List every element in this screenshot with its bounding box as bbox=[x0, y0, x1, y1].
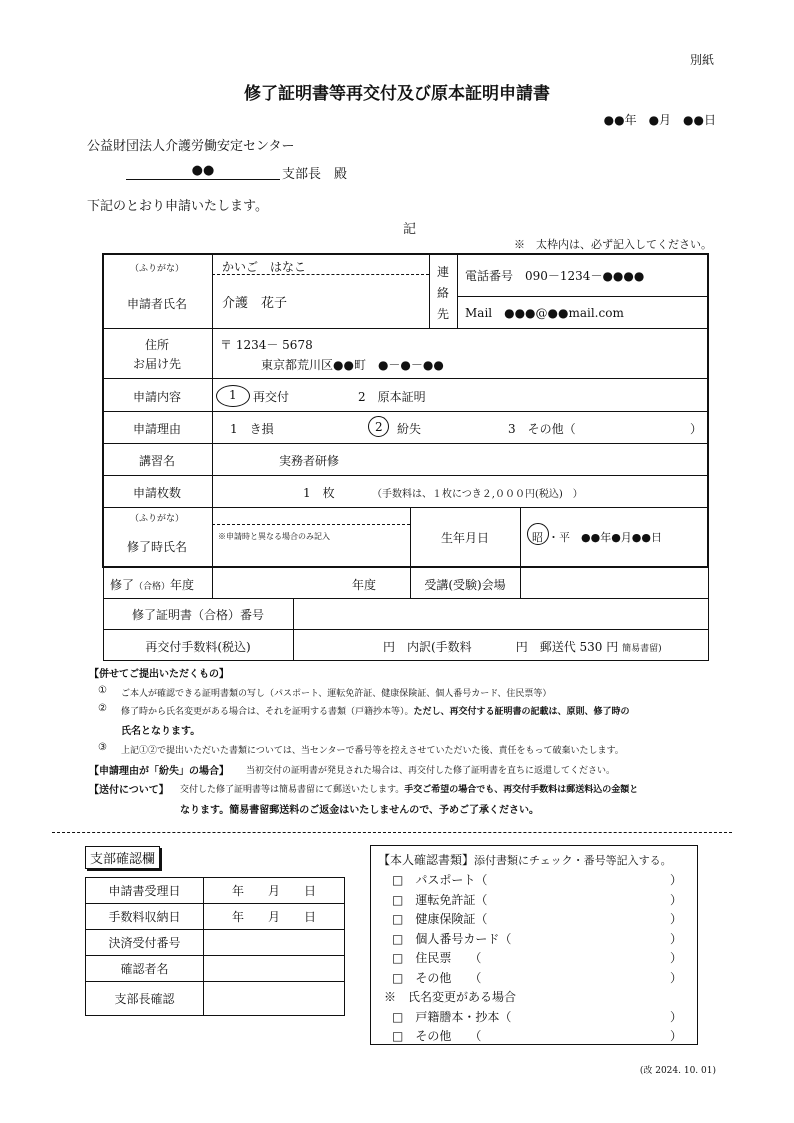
old-name-input[interactable] bbox=[214, 544, 408, 566]
table-cell-label: 手数料収納日 bbox=[86, 904, 204, 930]
payment-number-input[interactable] bbox=[204, 930, 345, 956]
note-4: 当初交付の証明書が発見された場合は、再交付した修了証明書を直ちに返還してください。 bbox=[246, 766, 616, 776]
cert-number-input[interactable] bbox=[296, 602, 706, 626]
checkbox[interactable]: □ bbox=[392, 892, 404, 907]
revision-note: (改 2024. 10. 01) bbox=[639, 1066, 716, 1076]
old-name-label: 修了時氏名 bbox=[126, 540, 187, 554]
address-label-1: 住所 bbox=[144, 338, 169, 352]
old-name-note: ※申請時と異なる場合のみ記入 bbox=[218, 532, 330, 541]
request-option-2[interactable]: 2 原本証明 bbox=[358, 390, 426, 404]
note-5: 交付した修了証明書等は簡易書留にて郵送いたします。手交ご希望の場合でも、再交付手数料は郵送料込の金額と bbox=[180, 785, 639, 795]
birth-date-input[interactable]: ・平 ●●年●月●●日 bbox=[548, 531, 662, 544]
venue-input[interactable] bbox=[523, 572, 706, 594]
address-input[interactable]: 東京都荒川区●●町 ●－●－●● bbox=[261, 358, 444, 372]
course-input[interactable]: 実務者研修 bbox=[279, 454, 340, 468]
old-furigana-input[interactable] bbox=[214, 509, 408, 523]
reason-option-2-number[interactable]: 2 bbox=[375, 420, 383, 434]
checkbox[interactable]: □ bbox=[392, 1009, 404, 1024]
reason-label: 申請理由 bbox=[132, 422, 181, 436]
table-row bbox=[86, 982, 345, 1016]
postal-code-input[interactable]: 〒 1234－ 5678 bbox=[220, 338, 313, 352]
grad-year-input[interactable] bbox=[214, 572, 334, 594]
applicant-name-input[interactable]: 介護 花子 bbox=[222, 296, 288, 311]
note-1: ご本人が確認できる証明書類の写し（パスポート、運転免許証、健康保険証、個人番号カード、住民票等） bbox=[121, 689, 552, 699]
id-item-health-insurance[interactable]: □ 健康保険証（ ） bbox=[392, 912, 683, 926]
request-option-1-label[interactable]: 再交付 bbox=[253, 390, 290, 404]
name-change-heading: ※ 氏名変更がある場合 bbox=[384, 990, 517, 1004]
furigana-input[interactable]: かいご はなこ bbox=[222, 260, 307, 274]
table-cell-label: 確認者名 bbox=[86, 956, 204, 982]
application-date[interactable]: ●●年 ●月 ●●日 bbox=[603, 113, 716, 127]
birth-era-showa[interactable]: 昭 bbox=[532, 531, 543, 544]
branch-confirm-table bbox=[85, 877, 345, 1016]
checkbox[interactable]: □ bbox=[392, 970, 404, 985]
table-row bbox=[86, 878, 345, 904]
phone-input[interactable]: 電話番号 090－1234－●●●● bbox=[465, 269, 645, 283]
venue-label: 受講(受験)会場 bbox=[424, 578, 506, 592]
required-note: ※ 太枠内は、必ず記入してください。 bbox=[514, 238, 712, 251]
mail-input[interactable]: Mail ●●●@●●mail.com bbox=[465, 306, 624, 320]
table-row bbox=[86, 904, 345, 930]
birth-label: 生年月日 bbox=[440, 531, 489, 545]
fee-breakdown: 円 内訳(手数料 円 郵送代 530 円 簡易書留) bbox=[383, 640, 662, 654]
branch-name-field[interactable]: ●● bbox=[126, 163, 280, 180]
furigana-label: （ふりがな） bbox=[129, 264, 184, 274]
checkbox[interactable]: □ bbox=[392, 873, 404, 887]
grad-year-label: 修了（合格）年度 bbox=[110, 578, 195, 592]
identity-docs-header: 【本人確認書類】添付書類にチェック・番号等記入する。 bbox=[378, 853, 672, 867]
addressee-org: 公益財団法人介護労働安定センター bbox=[87, 139, 295, 154]
applicant-name-label: 申請者氏名 bbox=[126, 297, 187, 311]
checkbox[interactable]: □ bbox=[392, 951, 404, 965]
grad-year-suffix: 年度 bbox=[352, 578, 377, 592]
receipt-date-input[interactable]: 年 月 日 bbox=[204, 878, 345, 904]
identity-docs-list bbox=[384, 871, 683, 1047]
table-cell-label: 決済受付番号 bbox=[86, 930, 204, 956]
address-label-2: お届け先 bbox=[132, 357, 181, 371]
table-row bbox=[86, 956, 345, 982]
checkbox[interactable]: □ bbox=[392, 1029, 404, 1043]
count-label: 申請枚数 bbox=[132, 486, 181, 500]
request-label: 申請内容 bbox=[132, 390, 181, 404]
checkbox[interactable]: □ bbox=[392, 931, 404, 946]
notes-heading-1: 【併せてご提出いただくもの】 bbox=[89, 669, 229, 680]
ki-label: 記 bbox=[403, 222, 417, 237]
id-item-drivers-license[interactable]: □ 運転免許証（ ） bbox=[392, 892, 683, 907]
count-input[interactable]: 1 枚 bbox=[303, 486, 335, 500]
request-option-1-number[interactable]: 1 bbox=[229, 388, 237, 402]
note-1-num: ① bbox=[98, 685, 107, 696]
fee-received-date-input[interactable]: 年 月 日 bbox=[204, 904, 345, 930]
reason-option-3[interactable]: 3 その他（ bbox=[508, 422, 576, 436]
reason-option-2-label[interactable]: 紛失 bbox=[397, 422, 422, 436]
branch-confirm-title: 支部確認欄 bbox=[85, 846, 160, 869]
notes-heading-3: 【送付について】 bbox=[89, 785, 169, 796]
count-fee-note: （手数料は、１枚につき２,０００円(税込) ） bbox=[372, 489, 583, 500]
reason-option-3-close: ） bbox=[690, 422, 703, 436]
note-2: 修了時から氏名変更がある場合は、それを証明する書類（戸籍抄本等）。ただし、再交付する証明書の記載は、原則、修了時の bbox=[121, 707, 630, 717]
branch-manager-check-input[interactable] bbox=[204, 982, 345, 1016]
page-title: 修了証明書等再交付及び原本証明申請書 bbox=[244, 84, 550, 104]
note-3-num: ③ bbox=[98, 742, 107, 753]
id-item-my-number[interactable]: □ 個人番号カード（ ） bbox=[392, 931, 683, 946]
id-item-family-register[interactable]: □ 戸籍謄本・抄本（ ） bbox=[392, 1009, 683, 1024]
confirmer-name-input[interactable] bbox=[204, 956, 345, 982]
attachment-label: 別紙 bbox=[690, 53, 715, 67]
branch-suffix: 支部長 殿 bbox=[282, 167, 348, 182]
note-2-num: ② bbox=[98, 703, 107, 714]
old-furigana-label: （ふりがな） bbox=[129, 514, 184, 524]
id-item-resident-card[interactable]: □ 住民票 （ ） bbox=[392, 951, 683, 965]
notes-heading-2: 【申請理由が「紛失」の場合】 bbox=[89, 766, 229, 777]
table-row bbox=[86, 930, 345, 956]
intro-text: 下記のとおり申請いたします。 bbox=[87, 199, 268, 214]
id-item-other-2[interactable]: □ その他 （ ） bbox=[392, 1029, 683, 1043]
table-cell-label: 申請書受理日 bbox=[86, 878, 204, 904]
cut-line bbox=[52, 832, 732, 833]
id-item-passport[interactable]: □ パスポート（ ） bbox=[392, 873, 683, 887]
checkbox[interactable]: □ bbox=[392, 912, 404, 926]
note-5-continued: なります。簡易書留郵送料のご返金はいたしませんので、予めご了承ください。 bbox=[180, 805, 539, 816]
course-label: 講習名 bbox=[138, 454, 175, 468]
id-item-other[interactable]: □ その他 （ ） bbox=[392, 970, 683, 985]
cert-number-label: 修了証明書（合格）番号 bbox=[131, 608, 264, 622]
note-3: 上記①②で提出いただいた書類については、当センターで番号等を控えさせていただいた後、責任をもって破棄いたします。 bbox=[121, 746, 624, 756]
table-cell-label: 支部長確認 bbox=[86, 982, 204, 1016]
fee-label: 再交付手数料(税込) bbox=[145, 640, 251, 654]
contact-label: 連絡先 bbox=[436, 265, 449, 321]
note-2-continued: 氏名となります。 bbox=[121, 726, 201, 737]
reason-option-1[interactable]: 1 き損 bbox=[230, 422, 274, 436]
